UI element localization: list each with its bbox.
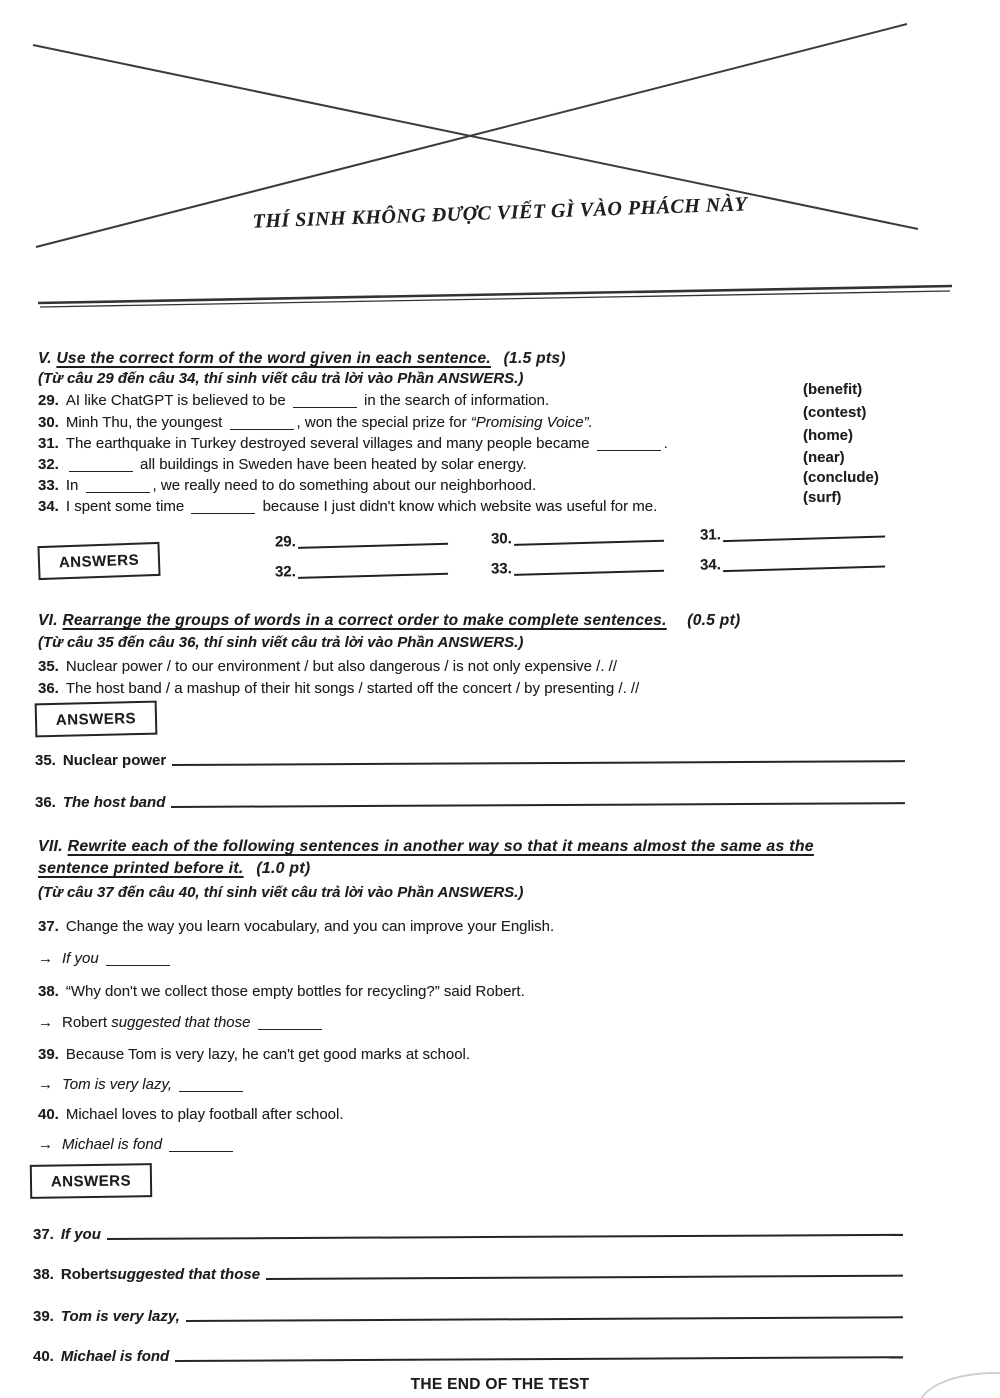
- text-segment: Robert: [62, 1014, 112, 1031]
- answers-box-v: ANSWERS: [37, 542, 160, 580]
- blank-line: [179, 1091, 243, 1092]
- blank-line: [106, 965, 170, 966]
- answer-blank-number: 32.: [274, 563, 297, 581]
- text-segment: I spent some time: [65, 498, 189, 515]
- answer-blank-number: 33.: [490, 560, 513, 578]
- text-segment: “Promising Voice”.: [470, 414, 593, 431]
- text-segment: Nuclear power: [62, 752, 167, 769]
- answer-blank-31: [700, 523, 888, 543]
- question-34: [38, 498, 657, 515]
- word-hint-30: (contest): [803, 404, 867, 421]
- text-segment: If you: [62, 950, 103, 967]
- question-text: Michael loves to play football after school.: [65, 1106, 344, 1123]
- text-segment: because I just didn't know which website was useful for me.: [258, 498, 658, 515]
- question-number: 29.: [38, 392, 59, 409]
- text-segment: In: [65, 477, 83, 494]
- question-number: 34.: [38, 498, 59, 515]
- question-number: 31.: [38, 435, 59, 452]
- answer-line-36: [35, 794, 905, 811]
- question-text: Nuclear power / to our environment / but also dangerous / is not only expensive /. //: [65, 658, 617, 675]
- blank-line: [169, 1151, 233, 1152]
- answer-blank-line: [298, 543, 448, 549]
- answer-blank-30: [491, 527, 667, 547]
- answer-blank-number: 34.: [699, 556, 722, 574]
- section-vi-note-vi: (Từ câu 35 đến câu 36, thí sinh viết câu trả lời vào Phần ANSWERS.): [38, 634, 524, 651]
- arrow-icon: →: [38, 950, 53, 967]
- question-number: 33.: [38, 477, 59, 494]
- question-36: [38, 680, 639, 697]
- section-vii-title-line1: Rewrite each of the following sentences in another way so that it means almost the same as the: [67, 838, 814, 855]
- answer-blank-line: [298, 573, 448, 579]
- crossed-out-area-lines: [0, 0, 1000, 320]
- question-number: 36.: [38, 680, 59, 697]
- text-segment: The earthquake in Turkey destroyed several villages and many people became: [65, 435, 594, 452]
- section-v-points: (1.5 pts): [503, 350, 566, 367]
- arrow-icon: →: [38, 1136, 53, 1153]
- text-segment: Michael is fond: [60, 1348, 170, 1365]
- question-number: 40.: [38, 1106, 59, 1123]
- section-vii-title-line2: sentence printed before it.: [38, 860, 244, 877]
- question-33: [38, 477, 536, 494]
- text-segment: in the search of information.: [359, 392, 550, 409]
- question-40: [38, 1106, 344, 1123]
- rewrite-prompt-40: [38, 1136, 236, 1153]
- text-segment: Tom is very lazy,: [60, 1308, 180, 1325]
- word-hint-33: (conclude): [803, 469, 879, 486]
- question-text: The host band / a mashup of their hit songs / started off the concert / by presenting /. //: [65, 680, 640, 697]
- section-v-heading: [38, 350, 566, 368]
- blank-line: [258, 1029, 322, 1030]
- section-vii-note-vi: (Từ câu 37 đến câu 40, thí sinh viết câu trả lời vào Phần ANSWERS.): [38, 884, 524, 901]
- answer-write-line: [107, 1234, 903, 1240]
- text-segment: , won the special prize for: [296, 414, 471, 431]
- answer-write-line: [171, 802, 905, 808]
- question-31: [38, 435, 668, 452]
- end-of-test-label: THE END OF THE TEST: [410, 1376, 590, 1393]
- text-segment: Minh Thu, the youngest: [65, 414, 227, 431]
- section-vi-points: (0.5 pt): [687, 612, 741, 629]
- no-writing-watermark: THÍ SINH KHÔNG ĐƯỢC VIẾT GÌ VÀO PHÁCH NÀY: [252, 193, 748, 233]
- answer-line-38: [33, 1266, 903, 1283]
- question-text: Because Tom is very lazy, he can't get good marks at school.: [65, 1046, 471, 1063]
- blank-line: [86, 492, 150, 493]
- question-38: [38, 983, 525, 1000]
- blank-line: [293, 407, 357, 408]
- question-37: [38, 918, 554, 935]
- answer-blank-line: [723, 566, 885, 573]
- blank-line: [69, 471, 133, 472]
- section-vi-heading: [38, 612, 741, 630]
- question-text: “Why don't we collect those empty bottles for recycling?” said Robert.: [65, 983, 525, 1000]
- text-segment: , we really need to do something about our neighborhood.: [152, 477, 537, 494]
- question-number: 35.: [38, 658, 59, 675]
- word-hint-34: (surf): [803, 489, 842, 506]
- blank-line: [597, 450, 661, 451]
- answer-blank-number: 30.: [490, 530, 513, 548]
- answer-write-line: [175, 1356, 903, 1362]
- answer-blank-32: [275, 560, 451, 580]
- text-segment: suggested that those: [109, 1266, 261, 1283]
- answer-line-number: 37.: [33, 1226, 54, 1243]
- answer-blank-line: [723, 536, 885, 543]
- answer-write-line: [186, 1316, 903, 1322]
- text-segment: Tom is very lazy,: [62, 1076, 177, 1093]
- text-segment: all buildings in Sweden have been heated by solar energy.: [135, 456, 527, 473]
- section-v-number: V.: [38, 350, 52, 367]
- text-segment: If you: [60, 1226, 101, 1243]
- answer-blank-number: 29.: [274, 533, 297, 551]
- answer-line-number: 36.: [35, 794, 56, 811]
- question-number: 30.: [38, 414, 59, 431]
- question-35: [38, 658, 617, 675]
- question-number: 37.: [38, 918, 59, 935]
- question-number: 38.: [38, 983, 59, 1000]
- section-vii-heading-line2: [38, 860, 311, 878]
- answers-box-vi: ANSWERS: [35, 701, 158, 738]
- text-segment: suggested that those: [111, 1014, 255, 1031]
- blank-line: [230, 429, 294, 430]
- text-segment: The host band: [62, 794, 166, 811]
- section-v-note-vi: (Từ câu 29 đến câu 34, thí sinh viết câu trả lời vào Phần ANSWERS.): [38, 370, 524, 387]
- answer-line-37: [33, 1226, 903, 1243]
- answer-line-number: 35.: [35, 752, 56, 769]
- arrow-icon: →: [38, 1014, 53, 1031]
- text-segment: Robert: [60, 1266, 110, 1283]
- text-segment: Michael is fond: [62, 1136, 167, 1153]
- section-vii-points: (1.0 pt): [256, 860, 311, 877]
- section-vii-number: VII.: [38, 838, 63, 855]
- section-v-title: Use the correct form of the word given in each sentence.: [56, 350, 491, 367]
- word-hint-29: (benefit): [803, 381, 863, 398]
- question-39: [38, 1046, 470, 1063]
- answer-line-35: [35, 752, 905, 769]
- answer-blank-line: [514, 540, 664, 546]
- answer-blank-number: 31.: [699, 526, 722, 544]
- answer-line-39: [33, 1308, 903, 1325]
- answer-blank-33: [491, 557, 667, 577]
- text-segment: .: [663, 435, 668, 452]
- question-number: 39.: [38, 1046, 59, 1063]
- question-number: 32.: [38, 456, 59, 473]
- answer-line-number: 39.: [33, 1308, 54, 1325]
- word-hint-31: (home): [803, 427, 853, 444]
- section-vi-title: Rearrange the groups of words in a correct order to make complete sentences.: [62, 612, 667, 629]
- answer-line-number: 40.: [33, 1348, 54, 1365]
- answer-blank-line: [514, 570, 664, 576]
- question-text: Change the way you learn vocabulary, and you can improve your English.: [65, 918, 555, 935]
- answer-blank-29: [275, 530, 451, 550]
- question-29: [38, 392, 549, 409]
- section-vii-heading-line1: [38, 838, 814, 856]
- section-vi-number: VI.: [38, 612, 58, 629]
- answer-blank-34: [700, 553, 888, 573]
- answers-box-vii: ANSWERS: [30, 1163, 152, 1199]
- word-hint-32: (near): [803, 449, 845, 466]
- question-30: [38, 414, 593, 431]
- question-32: [38, 456, 527, 473]
- arrow-icon: →: [38, 1076, 53, 1093]
- rewrite-prompt-39: [38, 1076, 246, 1093]
- rewrite-prompt-37: [38, 950, 173, 967]
- answer-line-number: 38.: [33, 1266, 54, 1283]
- answer-write-line: [172, 760, 905, 766]
- text-segment: AI like ChatGPT is believed to be: [65, 392, 290, 409]
- blank-line: [191, 513, 255, 514]
- answer-line-40: [33, 1348, 903, 1365]
- answer-write-line: [266, 1275, 903, 1280]
- rewrite-prompt-38: [38, 1014, 325, 1031]
